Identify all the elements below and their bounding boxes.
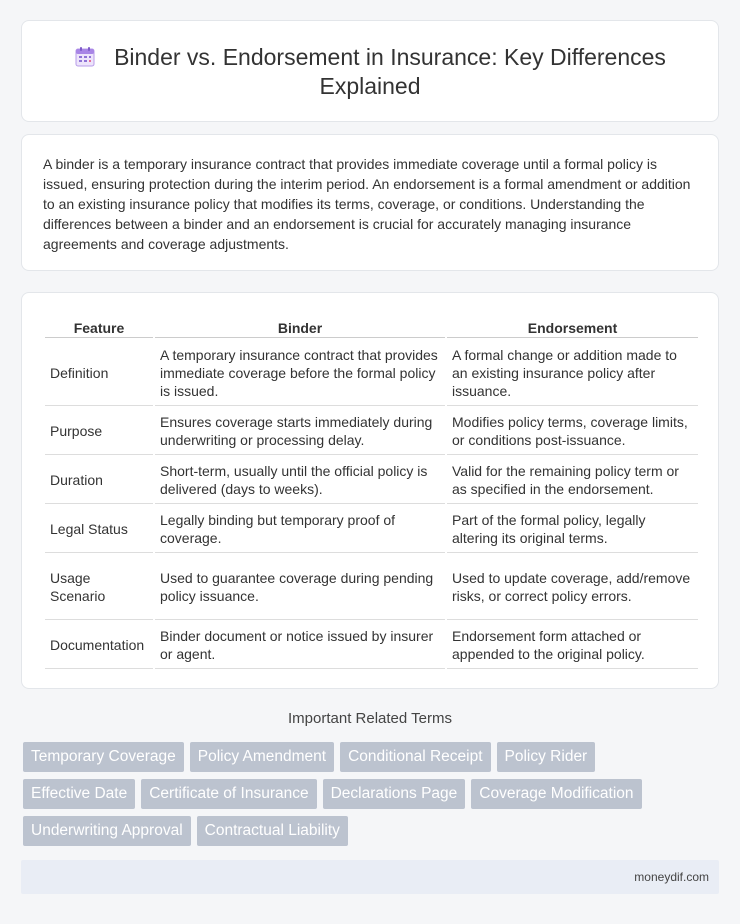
endorsement-cell: A formal change or addition made to an existing insurance policy after issuance.	[447, 340, 698, 406]
column-header-binder: Binder	[155, 317, 445, 338]
term-tag[interactable]: Effective Date	[23, 779, 135, 809]
table-header-row	[45, 317, 698, 338]
table-row	[45, 408, 698, 455]
feature-cell: Documentation	[45, 622, 153, 669]
endorsement-cell: Modifies policy terms, coverage limits, or conditions post-issuance.	[447, 408, 698, 455]
feature-cell: Legal Status	[45, 506, 153, 553]
term-tag[interactable]: Contractual Liability	[197, 816, 348, 846]
column-header-endorsement: Endorsement	[447, 317, 698, 338]
intro-paragraph: A binder is a temporary insurance contract that provides immediate coverage until a formal policy is issued, ensuring protection during the interim period. An endorsement is a formal amendment or addition to an existing insurance policy that modifies its terms, coverage, or conditions. Understanding the differences between a binder and an endorsement is crucial for accurately managing insurance agreements and coverage adjustments.	[43, 156, 691, 252]
column-header-feature: Feature	[45, 317, 153, 338]
table-row	[45, 340, 698, 406]
endorsement-cell: Endorsement form attached or appended to the original policy.	[447, 622, 698, 669]
footer-site[interactable]: moneydif.com	[634, 870, 709, 884]
title-card	[21, 20, 719, 122]
related-terms-title: Important Related Terms	[288, 710, 452, 727]
related-terms-list	[23, 742, 703, 846]
endorsement-cell: Valid for the remaining policy term or as specified in the endorsement.	[447, 457, 698, 504]
endorsement-cell: Part of the formal policy, legally altering its original terms.	[447, 506, 698, 553]
term-tag[interactable]: Temporary Coverage	[23, 742, 184, 772]
term-tag[interactable]: Coverage Modification	[471, 779, 641, 809]
page-title-text: Binder vs. Endorsement in Insurance: Key Differences Explained	[114, 44, 666, 99]
binder-cell: Legally binding but temporary proof of coverage.	[155, 506, 445, 553]
term-tag[interactable]: Conditional Receipt	[340, 742, 490, 772]
footer	[21, 860, 719, 894]
page-title	[22, 43, 718, 101]
binder-cell: Binder document or notice issued by insurer or agent.	[155, 622, 445, 669]
comparison-table	[43, 315, 700, 671]
table-row	[45, 506, 698, 553]
intro-card	[21, 134, 719, 271]
term-tag[interactable]: Policy Rider	[497, 742, 596, 772]
table-row	[45, 622, 698, 669]
table-row	[45, 457, 698, 504]
calendar-icon	[74, 46, 96, 68]
term-tag[interactable]: Declarations Page	[323, 779, 466, 809]
table-row	[45, 555, 698, 620]
term-tag[interactable]: Policy Amendment	[190, 742, 334, 772]
term-tag[interactable]: Underwriting Approval	[23, 816, 191, 846]
feature-cell: Definition	[45, 340, 153, 406]
feature-cell: Purpose	[45, 408, 153, 455]
binder-cell: Short-term, usually until the official policy is delivered (days to weeks).	[155, 457, 445, 504]
feature-cell: Duration	[45, 457, 153, 504]
binder-cell: Ensures coverage starts immediately during underwriting or processing delay.	[155, 408, 445, 455]
feature-cell: Usage Scenario	[45, 555, 153, 620]
comparison-card	[21, 292, 719, 689]
term-tag[interactable]: Certificate of Insurance	[141, 779, 316, 809]
endorsement-cell: Used to update coverage, add/remove risks, or correct policy errors.	[447, 555, 698, 620]
binder-cell: Used to guarantee coverage during pending policy issuance.	[155, 555, 445, 620]
binder-cell: A temporary insurance contract that provides immediate coverage before the formal policy is issued.	[155, 340, 445, 406]
